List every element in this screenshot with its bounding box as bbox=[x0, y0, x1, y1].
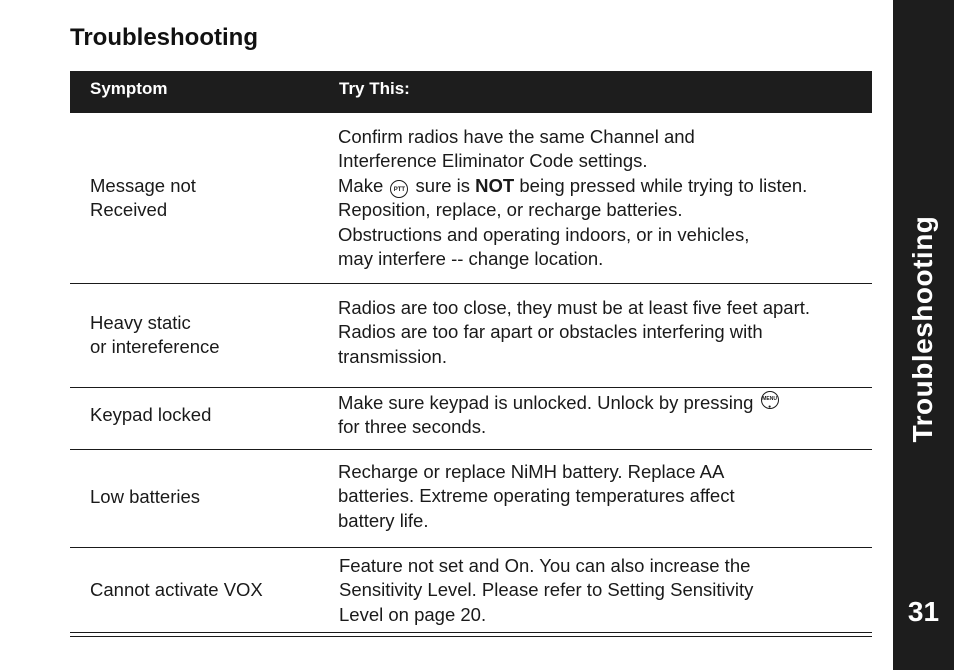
instruction-line: for three seconds. bbox=[338, 416, 487, 438]
symptom-cell bbox=[90, 311, 320, 360]
instruction-line: Recharge or replace NiMH battery. Replace AA bbox=[338, 461, 725, 482]
instruction-line: Interference Eliminator Code settings. bbox=[338, 150, 648, 172]
menu-lock-button-icon: MENU ● bbox=[761, 391, 779, 409]
table-row bbox=[70, 549, 872, 631]
symptom-line: Keypad locked bbox=[90, 404, 212, 425]
instruction-line: Sensitivity Level. Please refer to Setting Sensitivity bbox=[339, 579, 754, 601]
table-bottom-rule bbox=[70, 632, 872, 637]
instruction-line: Make sure keypad is unlocked. Unlock by pressing MENU ● bbox=[338, 392, 777, 413]
symptom-cell bbox=[90, 403, 320, 427]
symptom-line: Cannot activate VOX bbox=[90, 579, 263, 600]
symptom-cell bbox=[90, 485, 320, 509]
side-tab-label: Troubleshooting bbox=[907, 215, 938, 443]
table-row bbox=[70, 389, 872, 450]
try-this-cell bbox=[338, 460, 883, 533]
instruction-line: Obstructions and operating indoors, or in vehicles, bbox=[338, 223, 750, 245]
table-row bbox=[70, 451, 872, 548]
try-this-cell bbox=[338, 125, 883, 271]
symptom-line: Message not bbox=[90, 175, 196, 196]
instruction-line: Confirm radios have the same Channel and bbox=[338, 126, 695, 147]
section-side-tab bbox=[893, 0, 954, 670]
instruction-line: Radios are too far apart or obstacles interfering with bbox=[338, 321, 763, 343]
try-this-cell bbox=[338, 296, 883, 369]
table-header bbox=[70, 71, 872, 113]
symptom-cell bbox=[90, 578, 320, 602]
header-try-this: Try This: bbox=[339, 79, 410, 98]
symptom-cell bbox=[90, 174, 320, 223]
instruction-line: batteries. Extreme operating temperatures affect bbox=[338, 485, 735, 507]
instruction-line: transmission. bbox=[338, 345, 447, 367]
try-this-cell bbox=[338, 391, 883, 440]
instruction-line: Reposition, replace, or recharge batteries. bbox=[338, 199, 683, 221]
instruction-line: may interfere -- change location. bbox=[338, 248, 604, 270]
instruction-line: Make PTT sure is NOT being pressed while trying to listen. bbox=[338, 174, 808, 196]
header-symptom: Symptom bbox=[90, 79, 168, 98]
symptom-line: or intereference bbox=[90, 336, 220, 358]
symptom-line: Received bbox=[90, 199, 168, 221]
instruction-line: Radios are too close, they must be at least five feet apart. bbox=[338, 297, 811, 318]
symptom-line: Low batteries bbox=[90, 486, 201, 507]
page-number: 31 bbox=[907, 596, 940, 627]
table-row bbox=[70, 285, 872, 388]
try-this-cell bbox=[339, 554, 884, 627]
instruction-line: Level on page 20. bbox=[339, 603, 487, 625]
instruction-line: battery life. bbox=[338, 509, 429, 531]
ptt-button-icon: PTT bbox=[390, 180, 408, 198]
symptom-line: Heavy static bbox=[90, 312, 191, 333]
table-row bbox=[70, 113, 872, 284]
instruction-line: Feature not set and On. You can also increase the bbox=[339, 555, 751, 576]
page-title: Troubleshooting bbox=[70, 24, 258, 51]
